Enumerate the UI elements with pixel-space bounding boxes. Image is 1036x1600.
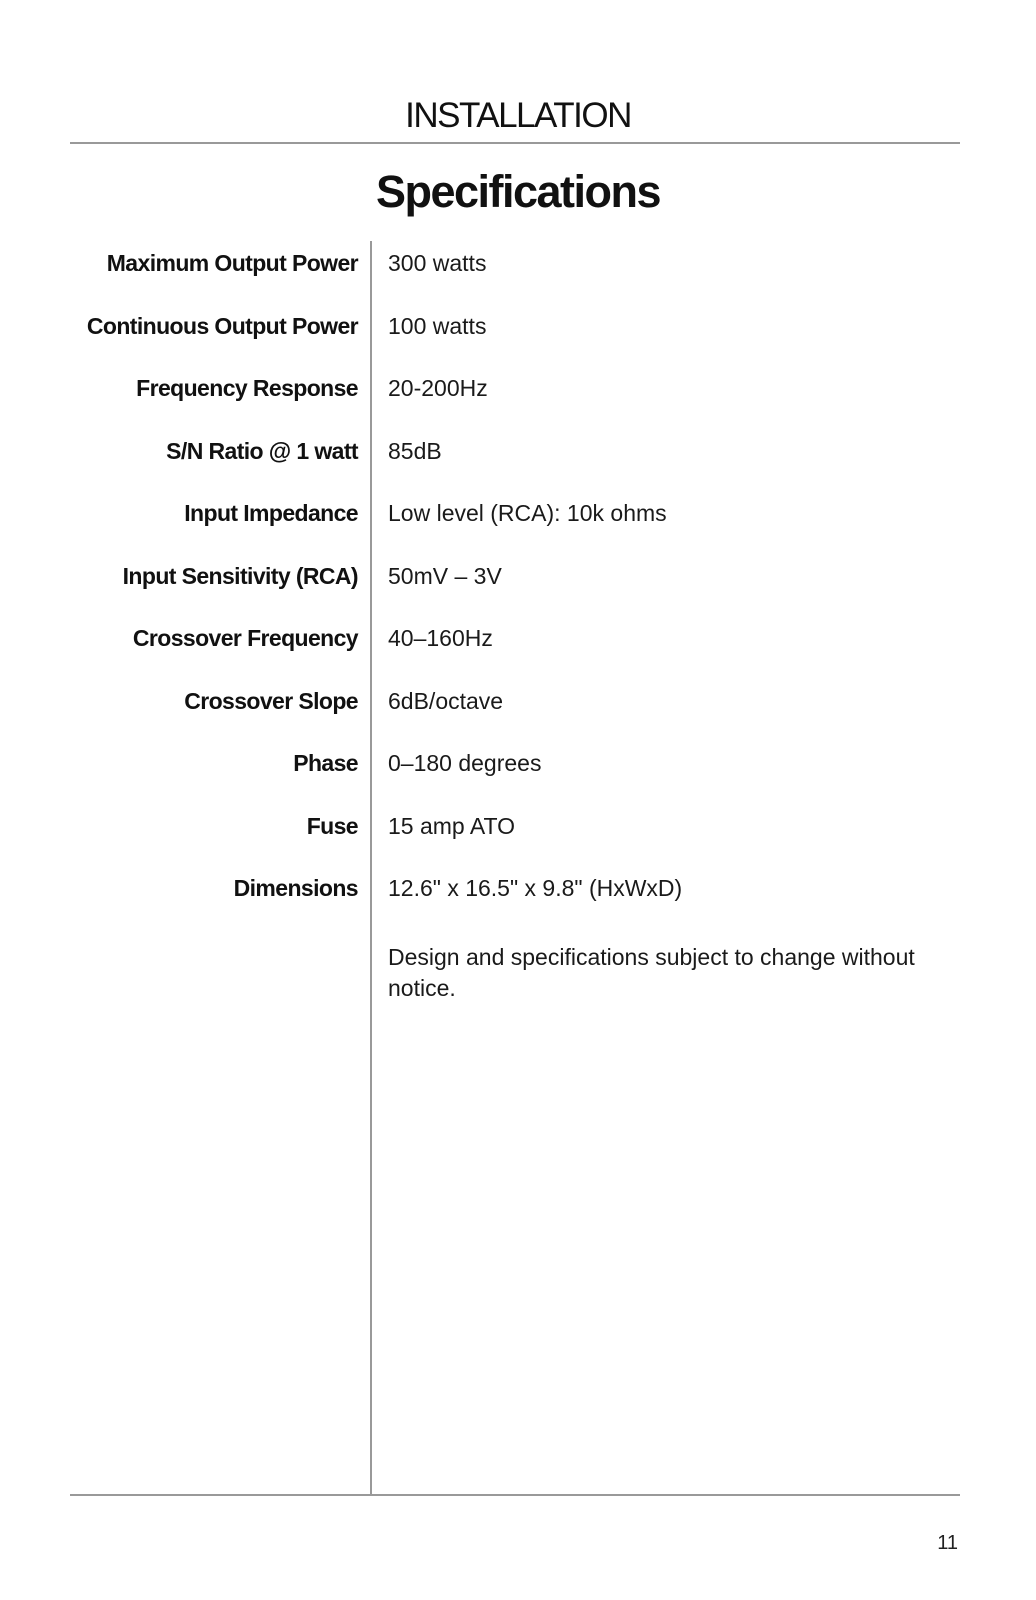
spec-value: 20-200Hz [388,375,488,401]
spec-label: Maximum Output Power [106,250,358,276]
spec-row-fuse [0,813,1036,876]
spec-label: Frequency Response [136,375,358,401]
spec-label: S/N Ratio @ 1 watt [166,437,358,464]
spec-value: 100 watts [388,312,487,339]
spec-row-max-output-power [0,250,1036,313]
page-title: Specifications [375,166,661,217]
spec-label: Dimensions [233,875,358,901]
bottom-divider [70,1494,960,1496]
spec-label: Continuous Output Power [86,312,358,339]
spec-row-sn-ratio [0,438,1036,501]
spec-row-input-sensitivity [0,563,1036,626]
spec-list [0,250,1036,938]
spec-value: 12.6" x 16.5" x 9.8" (HxWxD) [388,875,683,901]
spec-label: Phase [293,750,358,776]
spec-value: 50mV – 3V [388,562,502,589]
spec-value: 300 watts [388,250,487,276]
spec-label: Input Sensitivity (RCA) [122,562,358,589]
spec-value: 40–160Hz [388,625,493,651]
top-divider [70,142,960,144]
spec-value: 0–180 degrees [388,750,542,776]
disclaimer-text: Design and specifications subject to change without notice. [388,944,915,1001]
spec-row-input-impedance [0,500,1036,563]
page-number: 11 [937,1532,958,1554]
spec-value: 6dB/octave [388,687,504,714]
spec-row-phase [0,750,1036,813]
spec-value: Low level (RCA): 10k ohms [388,500,667,526]
spec-label: Fuse [306,812,358,839]
spec-row-crossover-frequency [0,625,1036,688]
spec-label: Crossover Frequency [132,625,358,651]
spec-label: Input Impedance [184,500,358,526]
spec-row-dimensions [0,875,1036,938]
spec-label: Crossover Slope [184,687,358,714]
spec-row-continuous-output-power [0,313,1036,376]
spec-value: 15 amp ATO [388,812,515,839]
spec-value: 85dB [388,437,442,464]
spec-row-frequency-response [0,375,1036,438]
spec-row-crossover-slope [0,688,1036,751]
section-heading: INSTALLATION [405,96,631,135]
